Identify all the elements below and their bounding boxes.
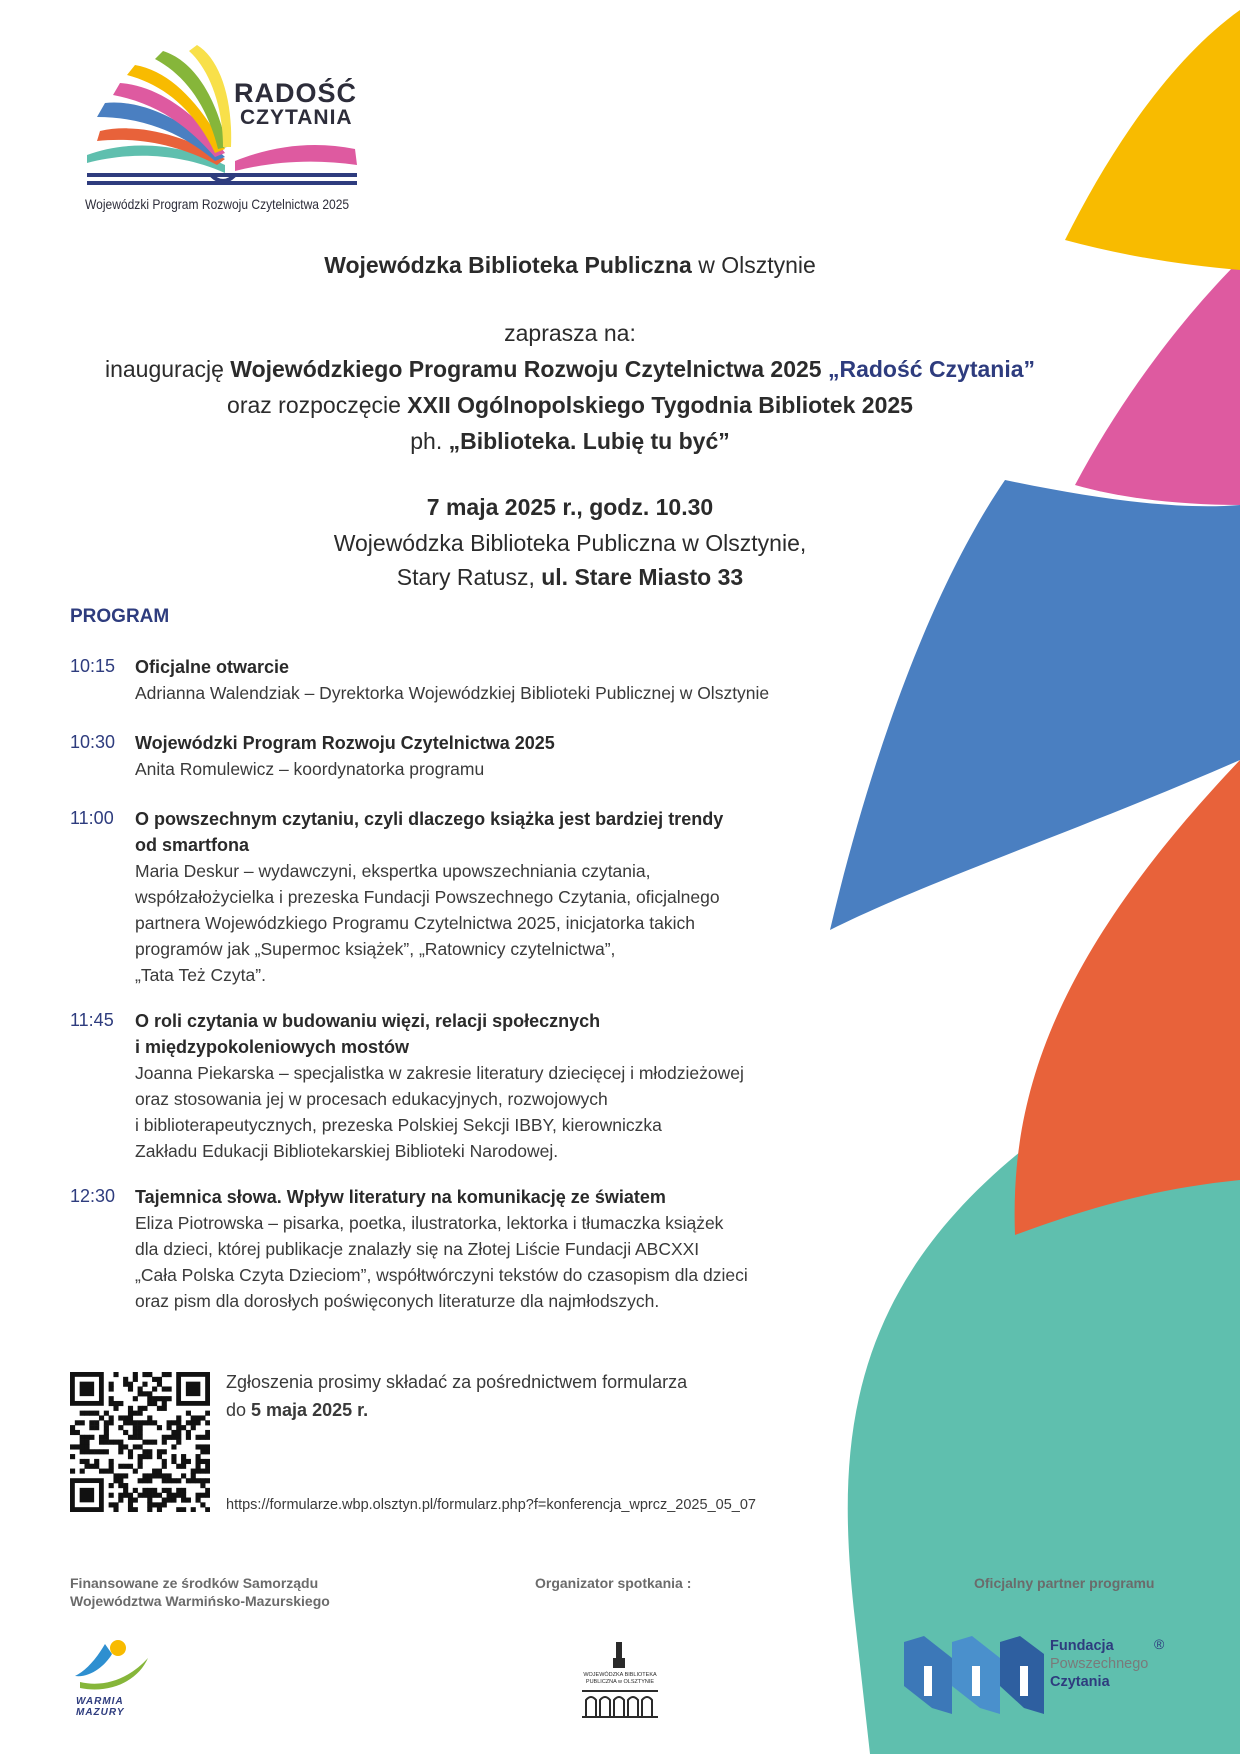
item-desc: oraz pism dla dorosłych poświęconych literaturze dla najmłodszych.	[135, 1291, 660, 1311]
item-desc: partnera Wojewódzkiego Programu Czytelnictwa 2025, inicjatorka takich	[135, 913, 695, 933]
line2-pre: oraz rozpoczęcie	[227, 392, 408, 418]
invites-line: zaprasza na:	[504, 320, 636, 346]
item-desc: współzałożycielka i prezeska Fundacji Powszechnego Czytania, oficjalnego	[135, 887, 720, 907]
registration-line2-pre: do	[226, 1400, 252, 1420]
line3-pre: ph.	[410, 428, 449, 454]
registration-line-1: Zgłoszenia prosimy składać za pośrednictwem formularza	[226, 1372, 688, 1392]
item-desc: i biblioterapeutycznych, prezeska Polskiej Sekcji IBBY, kierowniczka	[135, 1115, 662, 1135]
item-desc: „Tata Też Czyta”.	[135, 965, 266, 985]
line1-bold: Wojewódzkiego Programu Rozwoju Czytelnictwa 2025	[230, 356, 822, 382]
wbp-logo-line2: PUBLICZNA w OLSZTYNIE	[585, 1679, 655, 1685]
logo-title-line1: RADOŚĆ	[234, 78, 358, 108]
venue2-pre: Stary Ratusz,	[396, 564, 542, 590]
venue-line-1: Wojewódzka Biblioteka Publiczna w Olsztynie,	[333, 530, 807, 556]
financed-line-2: Województwa Warmińsko-Mazurskiego	[70, 1593, 330, 1609]
registration-line-2	[226, 1396, 687, 1424]
fpc-line2: Powszechnego	[1050, 1656, 1149, 1672]
item-time: 12:30	[70, 1186, 116, 1206]
line1-pre: inaugurację	[104, 356, 231, 382]
item-desc: oraz stosowania jej w procesach edukacyjnych, rozwojowych	[135, 1089, 608, 1109]
financed-line-1: Finansowane ze środków Samorządu	[70, 1575, 319, 1591]
organizer-heading	[0, 252, 1140, 279]
petal-yellow	[1065, 10, 1240, 270]
registration-qr-code[interactable]	[70, 1372, 210, 1512]
item-time: 11:45	[70, 1010, 114, 1030]
item-time: 11:00	[70, 808, 114, 828]
item-title: Wojewódzki Program Rozwoju Czytelnictwa 2025	[135, 733, 555, 753]
registered-mark: ®	[1154, 1636, 1165, 1652]
item-desc: Zakładu Edukacji Bibliotekarskiej Biblioteki Narodowej.	[135, 1141, 559, 1161]
item-title: Oficjalne otwarcie	[135, 657, 290, 677]
line1-quote: „Radość Czytania”	[821, 356, 1036, 382]
partner-label: Oficjalny partner programu	[974, 1575, 1155, 1591]
wbp-logo-line1: WOJEWÓDZKA BIBLIOTEKA	[583, 1672, 657, 1678]
program-heading: PROGRAM	[70, 606, 170, 627]
fpc-line1: Fundacja	[1050, 1638, 1114, 1654]
item-time: 10:30	[70, 732, 116, 752]
item-desc: Joanna Piekarska – specjalistka w zakresie literatury dziecięcej i młodzieżowej	[135, 1063, 744, 1083]
venue-line-2	[0, 564, 1140, 591]
invite-line-1	[0, 356, 1140, 383]
item-desc: dla dzieci, której publikacje znalazły się na Złotej Liście Fundacji ABCXXI	[135, 1239, 700, 1259]
registration-url[interactable]: https://formularze.wbp.olsztyn.pl/formularz.php?f=konferencja_wprcz_2025_05_07	[226, 1497, 756, 1513]
item-desc: Maria Deskur – wydawczyni, ekspertka upowszechniania czytania,	[135, 861, 651, 881]
org-name-rest: w Olsztynie	[691, 252, 816, 278]
line2-bold: XXII Ogólnopolskiego Tygodnia Bibliotek 2025	[407, 392, 913, 418]
logo-subtitle: Wojewódzki Program Rozwoju Czytelnictwa 2025	[85, 196, 350, 212]
warmia-mazury-logo-graphic	[70, 1636, 160, 1696]
venue2-bold: ul. Stare Miasto 33	[541, 564, 744, 590]
item-desc: „Cała Polska Czyta Dzieciom”, współtwórczyni tekstów do czasopism dla dzieci	[135, 1265, 748, 1285]
registration-text	[226, 1368, 687, 1424]
item-title: O roli czytania w budowaniu więzi, relacji społecznych	[135, 1011, 601, 1031]
org-name-bold: Wojewódzka Biblioteka Publiczna	[324, 252, 692, 278]
organizer-label: Organizator spotkania :	[535, 1575, 692, 1591]
fpc-logo-text	[1050, 1637, 1148, 1691]
wbp-logo-text	[580, 1672, 660, 1686]
item-title: O powszechnym czytaniu, czyli dlaczego książka jest bardziej trendy	[135, 809, 724, 829]
invite-line-2	[0, 392, 1140, 419]
fpc-line3: Czytania	[1050, 1674, 1110, 1690]
event-date-bold: 7 maja 2025 r., godz. 10.30	[426, 494, 714, 520]
event-date	[0, 494, 1140, 521]
item-title: Tajemnica słowa. Wpływ literatury na komunikację ze światem	[135, 1187, 666, 1207]
item-desc: Adrianna Walendziak – Dyrektorka Wojewódzkiej Biblioteki Publicznej w Olsztynie	[135, 683, 770, 703]
logo-title-line2: CZYTANIA	[240, 106, 353, 129]
warmia-mazury-logo-text: WARMIA MAZURY	[76, 1696, 125, 1718]
item-time: 10:15	[70, 656, 116, 676]
item-desc: programów jak „Supermoc książek”, „Ratownicy czytelnictwa”,	[135, 939, 616, 959]
fpc-logo-graphic	[904, 1636, 1044, 1718]
item-desc: Eliza Piotrowska – pisarka, poetka, ilustratorka, lektorka i tłumaczka książek	[135, 1213, 724, 1233]
financed-by	[70, 1574, 330, 1610]
invite-line-3	[0, 428, 1140, 455]
item-desc: Anita Romulewicz – koordynatorka programu	[135, 759, 485, 779]
item-title: od smartfona	[135, 835, 250, 855]
item-title: i międzypokoleniowych mostów	[135, 1037, 410, 1057]
registration-deadline: 5 maja 2025 r.	[251, 1400, 369, 1420]
line3-bold: „Biblioteka. Lubię tu być”	[448, 428, 730, 454]
